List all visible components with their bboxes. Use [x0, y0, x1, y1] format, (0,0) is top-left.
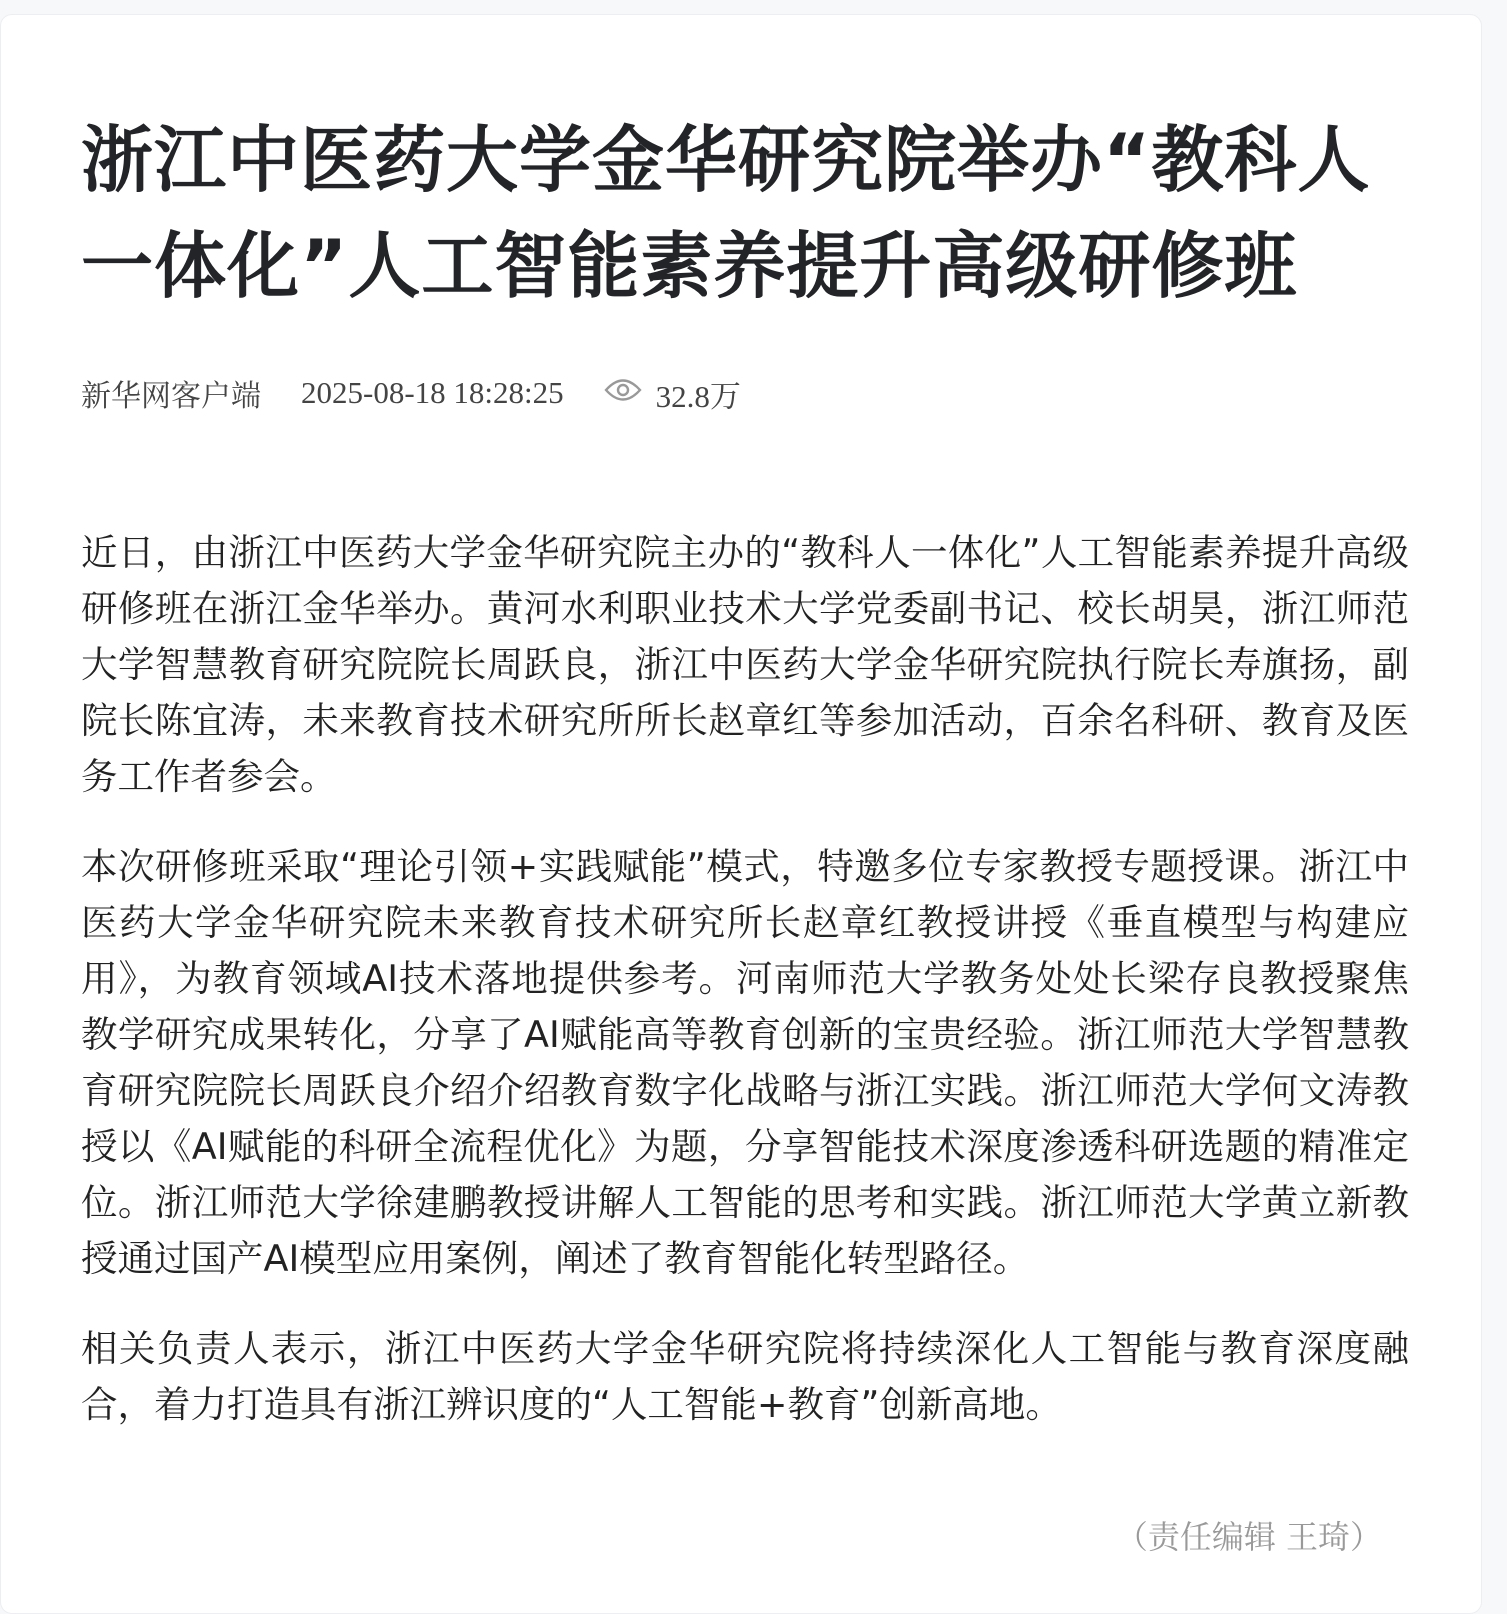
paragraph: 相关负责人表示，浙江中医药大学金华研究院将持续深化人工智能与教育深度融合，着力打造具有浙江辨识度的“人工智能+教育”创新高地。	[81, 1327, 1409, 1426]
responsible-editor: （责任编辑 王琦）	[1115, 1518, 1382, 1556]
article-title: 浙江中医药大学金华研究院举办“教科人一体化”人工智能素养提升高级研修班	[81, 118, 1371, 308]
paragraph: 本次研修班采取“理论引领+实践赋能”模式，特邀多位专家教授专题授课。浙江中医药大学金华研究院未来教育技术研究所长赵章红教授讲授《垂直模型与构建应用》，为教育领域AI技术落地提供参考。河南师范大学教务处处长梁存良教授聚焦教学研究成果转化，分享了AI赋能高等教育创新的宝贵经验。浙江师范大学智慧教育研究院院长周跃良介绍介绍教育数字化战略与浙江实践。浙江师范大学何文涛教授以《AI赋能的科研全流程优化》为题，分享智能技术深度渗透科研选题的精准定位。浙江师范大学徐建鹏教授讲解人工智能的思考和实践。浙江师范大学黄立新教授通过国产AI模型应用案例，阐述了教育智能化转型路径。	[81, 845, 1409, 1280]
paragraph: 近日，由浙江中医药大学金华研究院主办的“教科人一体化”人工智能素养提升高级研修班在浙江金华举办。黄河水利职业技术大学党委副书记、校长胡昊，浙江师范大学智慧教育研究院院长周跃良，浙江中医药大学金华研究院执行院长寿旗扬，副院长陈宜涛，未来教育技术研究所所长赵章红等参加活动，百余名科研、教育及医务工作者参会。	[81, 531, 1409, 798]
article-meta	[81, 370, 741, 416]
article-datetime: 2025-08-18 18:28:25	[301, 375, 564, 410]
eye-icon	[604, 376, 642, 411]
article-card	[0, 14, 1482, 1614]
view-count: 32.8万	[655, 378, 741, 414]
article-source: 新华网客户端	[81, 379, 261, 414]
article-body	[81, 525, 1409, 1467]
